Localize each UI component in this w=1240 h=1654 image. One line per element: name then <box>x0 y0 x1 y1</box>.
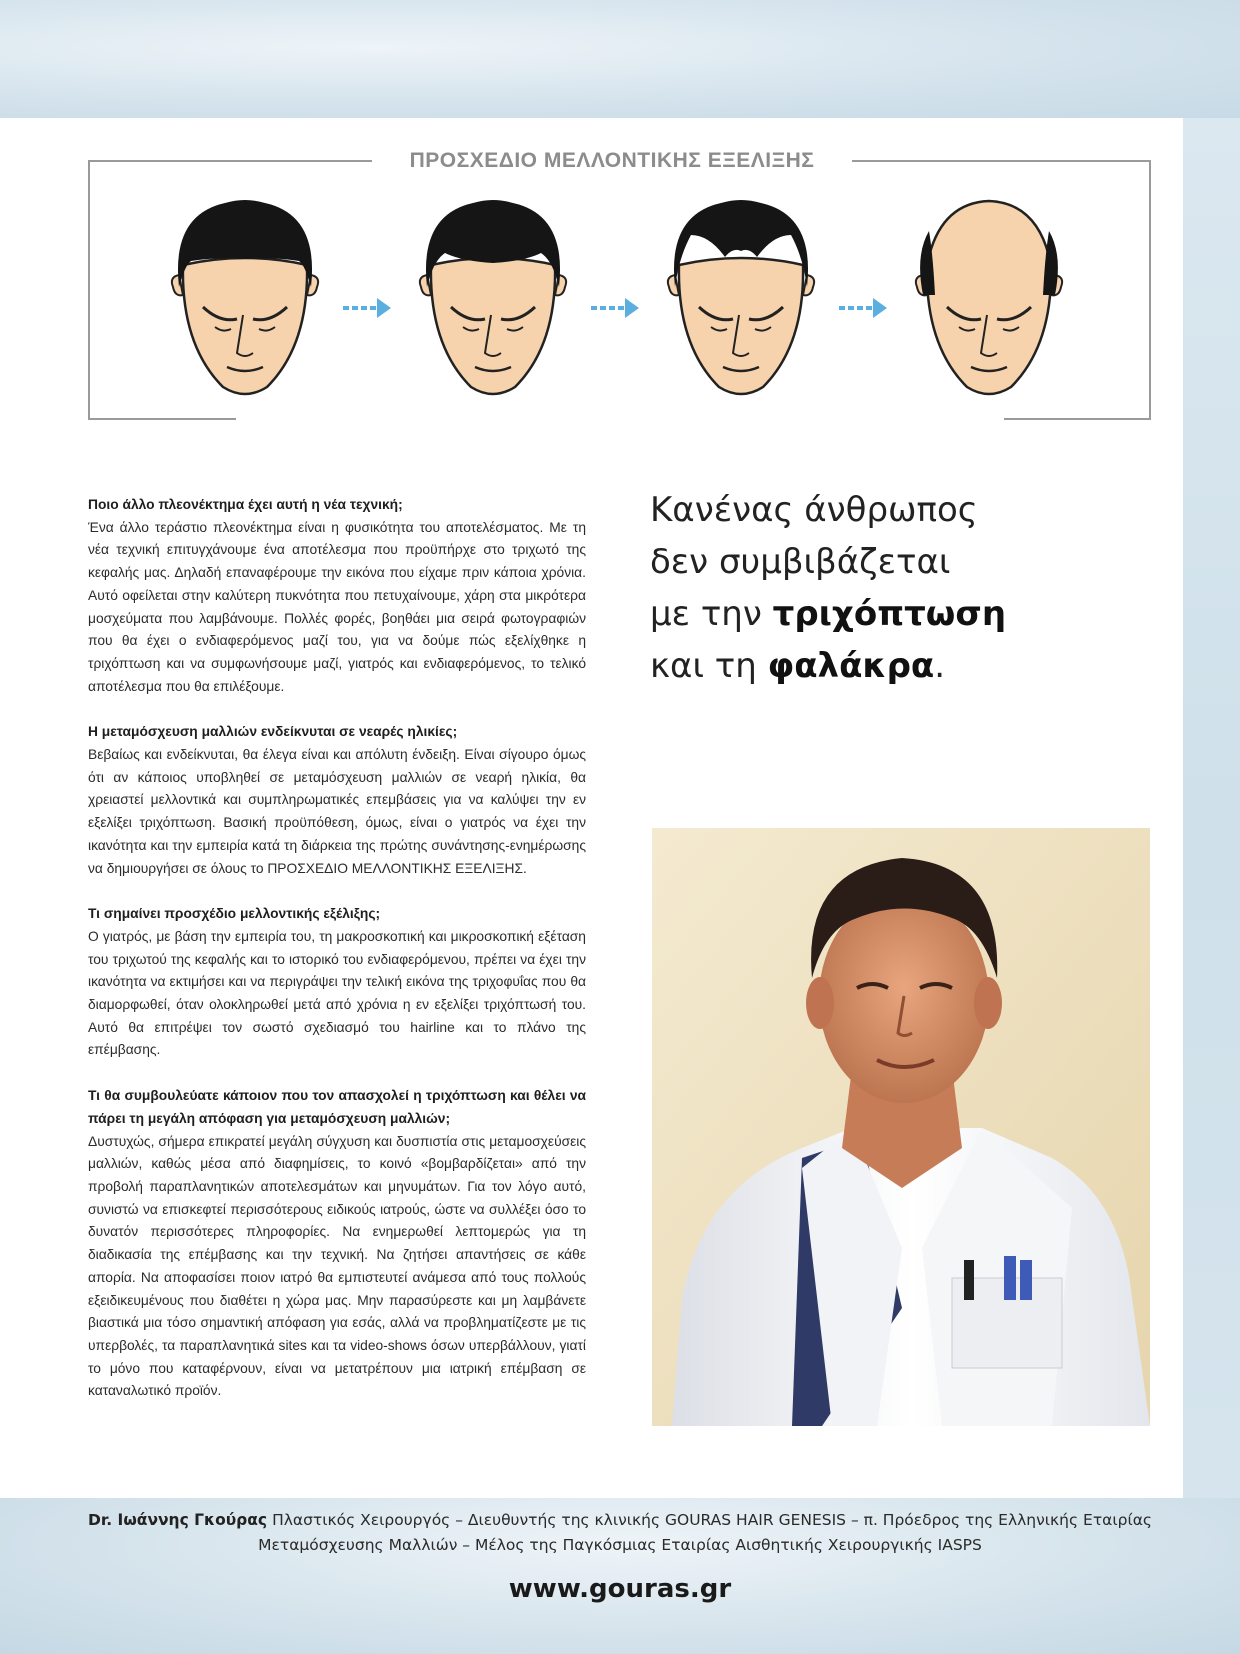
author-credentials: Πλαστικός Χειρουργός – Διευθυντής της κλινικής GOURAS HAIR GENESIS – π. Πρόεδρος της Ελληνικής Εταιρίας Μεταμόσχευσης Μαλλιών – Μέλος της Παγκόσμιας Εταιρίας Αισθητικής Χειρουργικής IASPS <box>258 1511 1153 1554</box>
article-body <box>88 494 586 1426</box>
author-name: Dr. Ιωάννης Γκούρας <box>87 1511 268 1529</box>
quote-line <box>650 640 1120 692</box>
section-question: Τι θα συμβουλεύατε κάποιον που τον απασχολεί η τριχόπτωση και θέλει να πάρει τη μεγάλη απόφαση για μεταμόσχευση μαλλιών; <box>88 1088 586 1126</box>
background-top <box>0 0 1240 118</box>
doctor-portrait-illustration <box>652 828 1150 1426</box>
section-question: Τι σημαίνει προσχέδιο μελλοντικής εξέλιξης; <box>88 906 381 922</box>
quote-text: . <box>934 646 946 686</box>
quote-line <box>650 588 1120 640</box>
qa-section <box>88 1085 586 1403</box>
arrow-right-icon <box>343 296 393 320</box>
face-slight-recession-illustration <box>413 195 573 405</box>
face-bald-crown-illustration <box>909 195 1069 405</box>
section-answer: Βεβαίως και ενδείκνυται, θα έλεγα είναι και απόλυτη ένδειξη. Είναι σίγουρο όμως ότι αν κάποιος υποβληθεί σε μεταμόσχευση μαλλιών σε νεαρή ηλικία, θα χρειαστεί μελλοντικά και συμπληρωματικές επεμβάσεις για να καλύψει την εν εξελίξει τριχόπτωση. Βασική προϋπόθεση, όμως, είναι ο γιατρός να έχει την ικανότητα και την εμπειρία κατά τη διάρκεια της πρώτης συνάντησης-ενημέρωσης να δημιουργήσει σε όλους το ΠΡΟΣΧΕΔΙΟ ΜΕΛΛΟΝΤΙΚΗΣ ΕΞΕΛΙΞΗΣ. <box>88 747 586 876</box>
frame-gap-bottom <box>236 410 1004 430</box>
section-question: Ποιο άλλο πλεονέκτημα έχει αυτή η νέα τεχνική; <box>88 497 403 512</box>
arrow-right-icon <box>591 296 641 320</box>
quote-text: και τη <box>650 646 768 686</box>
arrow-right-icon <box>839 296 889 320</box>
section-question: Η μεταμόσχευση μαλλιών ενδείκνυται σε νεαρές ηλικίες; <box>88 724 458 740</box>
face-full-hair-illustration <box>165 195 325 405</box>
progression-title: ΠΡΟΣΧΕΔΙΟ ΜΕΛΛΟΝΤΙΚΗΣ ΕΞΕΛΙΞΗΣ <box>409 149 815 172</box>
doctor-photo <box>652 828 1150 1426</box>
section-answer: Ο γιατρός, με βάση την εμπειρία του, τη μακροσκοπική και μικροσκοπική εξέταση του τριχωτού της κεφαλής και το ιστορικό του ενδιαφερόμενου, πρέπει να έχει την ικανότητα να εκτιμήσει και να περιγράψει την τελική εικόνα της τριχοφυΐας που θα διαμορφωθεί, όταν ολοκληρωθεί μετά από χρόνια η εν εξελίξει τριχόπτωσή του. Αυτό θα επιτρέψει τον σωστό σχεδιασμό του hairline και το πλάνο της επέμβασης. <box>88 928 586 1058</box>
quote-line: δεν συμβιβάζεται <box>650 542 951 582</box>
author-bio <box>60 1508 1180 1558</box>
section-answer: Δυστυχώς, σήμερα επικρατεί μεγάλη σύγχυση και δυσπιστία στις μεταμοσχεύσεις μαλλιών, καθώς μέσα από διαφημίσεις, το κοινό «βομβαρδίζεται» από την προβολή παραπλανητικών αποτελεσμάτων και μηνυμάτων. Για τον λόγο αυτό, συνιστώ να επισκεφτεί περισσότερους ειδικούς ιατρούς, ώστε να συλλέξει όσο το δυνατόν περισσότερες πληροφορίες. Να ενημερωθεί λεπτομερώς για τη διαδικασία της επέμβασης και την τεχνική. Να ζητήσει απαντήσεις σε κάθε απορία. Να αποφασίσει ποιον ιατρό θα εμπιστευτεί ανάμεσα από τους πολλούς εξειδικευμένους που διαθέτει η χώρα μας. Μην παρασύρεστε και μη λαμβάνετε βιαστικά μια τόσο σημαντική απόφαση για εσάς, αλλά να προβληματίζεστε με τις υπερβολές, τα παραπλανητικά sites και τα video-shows όσων υπερβάλλουν, γιατί το μόνο που καταφέρνουν, είναι να μετατρέπουν μια ιατρική επέμβαση σε καταναλωτικό προϊόν. <box>88 1133 586 1399</box>
quote-line: Κανένας άνθρωπος <box>650 490 978 530</box>
website-link[interactable]: www.gouras.gr <box>508 1574 732 1604</box>
quote-emphasis: τριχόπτωση <box>772 594 1007 634</box>
qa-section <box>88 494 586 698</box>
quote-text: με την <box>650 594 773 634</box>
pull-quote <box>650 484 1120 692</box>
quote-emphasis: φαλάκρα <box>767 646 935 686</box>
face-receding-hairline-illustration <box>661 195 821 405</box>
section-answer: Ένα άλλο τεράστιο πλεονέκτημα είναι η φυσικότητα του αποτελέσματος. Με τη νέα τεχνική επιτυγχάνουμε ένα αποτέλεσμα που προϋπήρχε στο τριχωτό της κεφαλής μας. Δηλαδή επαναφέρουμε την εικόνα που είχαμε πριν κάποια χρόνια. Αυτό οφείλεται στην καλύτερη πυκνότητα που πετυχαίνουμε, χάρη στα μικρότερα μοσχεύματα που λαμβάνουμε. Πολλές φορές, βοηθάει μια σειρά φωτογραφιών που θα έχει ο ενδιαφερόμενος μαζί του, για να δούμε πώς εξελίχθηκε η τριχόπτωση και να συμφωνήσουμε μαζί, γιατρός και ενδιαφερόμενος, το τελικό αποτέλεσμα που θα επιλέξουμε. <box>88 519 586 694</box>
qa-section <box>88 903 586 1062</box>
qa-section <box>88 721 586 880</box>
